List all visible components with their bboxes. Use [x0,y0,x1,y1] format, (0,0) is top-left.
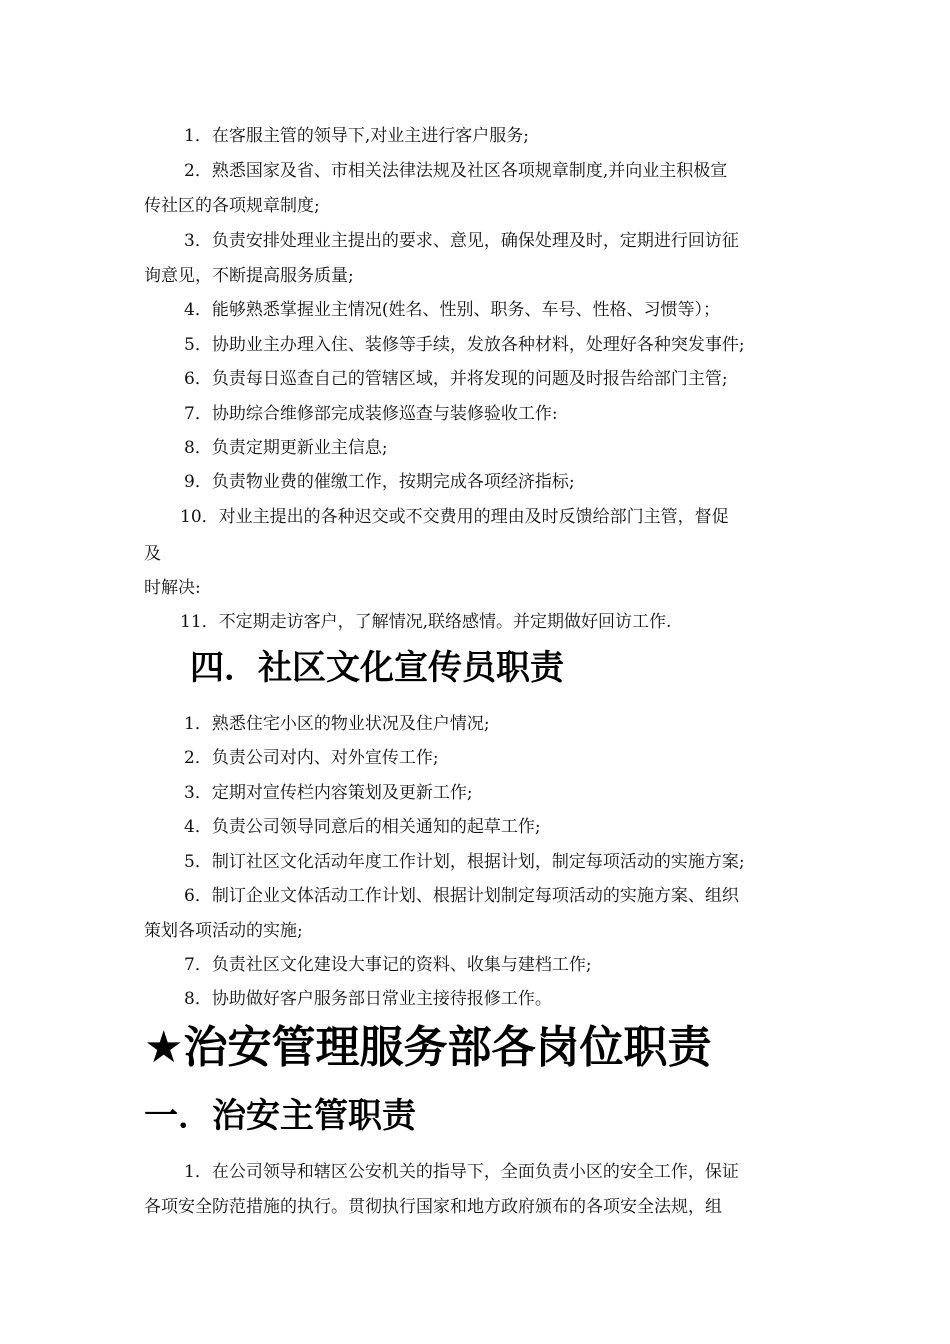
list-item: 2．负责公司对内、对外宣传工作; [184,748,439,768]
list-item: 1．在公司领导和辖区公安机关的指导下，全面负责小区的安全工作，保证 [184,1162,739,1182]
list-item: 5．制订社区文化活动年度工作计划，根据计划，制定每项活动的实施方案; [184,852,745,872]
list-item: 6．制订企业文体活动工作计划、根据计划制定每项活动的实施方案、组织 [184,886,739,906]
section-heading: 四．社区文化宣传员职责 [190,648,564,688]
list-item-continuation: 询意见，不断提高服务质量; [144,266,354,286]
list-item: 7．负责社区文化建设大事记的资料、收集与建档工作; [184,955,592,975]
list-item: 3．负责安排处理业主提出的要求、意见，确保处理及时，定期进行回访征 [184,231,739,251]
list-item-continuation: 传社区的各项规章制度; [144,196,320,216]
list-item: 11．不定期走访客户，了解情况,联络感情。并定期做好回访工作. [180,612,672,632]
list-item-continuation: 策划各项活动的实施; [144,921,303,941]
list-item: 5．协助业主办理入住、装修等手续，发放各种材料，处理好各种突发事件; [184,335,745,355]
list-item: 8．负责定期更新业主信息; [184,438,388,458]
list-item-continuation: 各项安全防范措施的执行。贯彻执行国家和地方政府颁布的各项安全法规，组 [144,1197,722,1217]
list-item: 1．熟悉住宅小区的物业状况及住户情况; [184,714,490,734]
list-item: 7．协助综合维修部完成装修巡查与装修验收工作: [184,404,558,424]
list-item: 10．对业主提出的各种迟交或不交费用的理由及时反馈给部门主管，督促 [180,507,729,527]
list-item: 4．负责公司领导同意后的相关通知的起草工作; [184,817,541,837]
list-item: 4．能够熟悉掌握业主情况(姓名、性别、职务、车号、性格、习惯等）； [184,300,720,320]
list-item: 3．定期对宣传栏内容策划及更新工作; [184,783,473,803]
section-heading: 一．治安主管职责 [144,1096,416,1136]
list-item: 2．熟悉国家及省、市相关法律法规及社区各项规章制度,并向业主积极宣 [184,161,728,181]
list-item: 9．负责物业费的催缴工作，按期完成各项经济指标; [184,472,575,492]
department-heading: ★治安管理服务部各岗位职责 [144,1022,712,1073]
list-item-continuation: 及 [144,544,161,564]
list-item: 1．在客服主管的领导下,对业主进行客户服务; [184,126,529,146]
list-item-continuation: 时解决: [144,578,201,598]
list-item: 8．协助做好客户服务部日常业主接待报修工作。 [184,989,552,1009]
list-item: 6．负责每日巡查自己的管辖区域，并将发现的问题及时报告给部门主管; [184,369,728,389]
